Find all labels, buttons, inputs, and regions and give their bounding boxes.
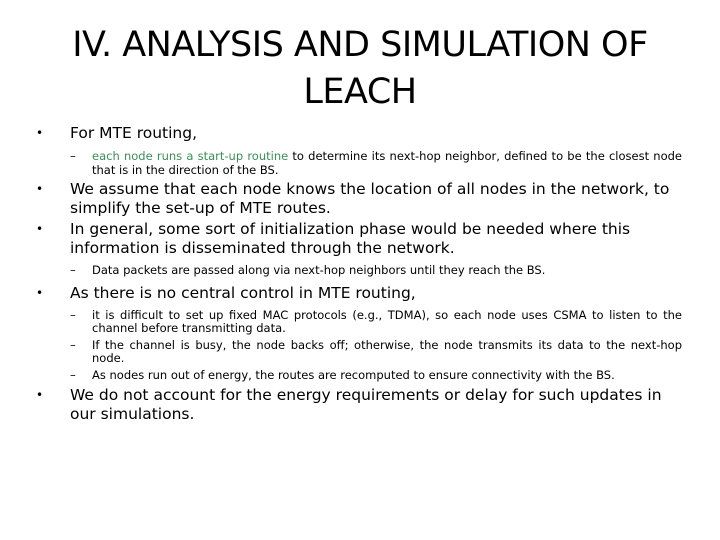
sub-bullet-item — [36, 150, 682, 177]
sub-bullet-item — [36, 309, 682, 336]
bullet-text: We assume that each node knows the location of all nodes in the network, to simplify the set-up of MTE routes. — [70, 180, 670, 217]
highlighted-text: each node runs a start-up routine — [92, 149, 289, 163]
sub-bullet-item — [36, 339, 682, 366]
bullet-text: We do not account for the energy requirements or delay for such updates in our simulations. — [70, 386, 662, 423]
bullet-item — [36, 386, 682, 424]
bullet-text: For MTE routing, — [70, 124, 198, 142]
bullet-item — [36, 220, 682, 258]
bullet-item — [36, 124, 682, 143]
sub-bullet-item — [36, 369, 682, 383]
sub-bullet-text: Data packets are passed along via next-hop neighbors until they reach the BS. — [92, 263, 546, 277]
sub-bullet-text: As nodes run out of energy, the routes are recomputed to ensure connectivity with the BS. — [92, 367, 615, 382]
sub-bullet-text: it is difficult to set up fixed MAC protocols (e.g., TDMA), so each node uses CSMA to listen to the channel before transmitting data. — [92, 307, 682, 335]
bullet-icon: • — [36, 388, 44, 402]
bullet-item — [36, 180, 682, 218]
sub-bullet-text: to determine its next-hop neighbor, defined to be the closest node that is in the direction of the BS. — [92, 149, 682, 177]
bullet-icon: • — [36, 285, 44, 300]
bullet-icon: • — [36, 222, 44, 236]
sub-bullet-text: If the channel is busy, the node backs off; otherwise, the node transmits its data to the next-hop node. — [92, 337, 682, 365]
dash-icon: – — [70, 367, 76, 382]
sub-bullet-item — [36, 264, 682, 278]
bullet-icon: • — [36, 182, 44, 196]
slide-body — [36, 124, 682, 424]
slide-title: IV. ANALYSIS AND SIMULATION OF LEACH — [72, 25, 648, 112]
dash-icon: – — [70, 337, 76, 352]
bullet-icon: • — [36, 126, 44, 140]
bullet-item — [36, 284, 682, 303]
dash-icon: – — [70, 307, 76, 322]
dash-icon: – — [70, 149, 76, 163]
bullet-text: As there is no central control in MTE routing, — [70, 283, 416, 302]
bullet-text: In general, some sort of initialization phase would be needed where this information is disseminated through the network. — [70, 220, 631, 257]
dash-icon: – — [70, 263, 76, 277]
